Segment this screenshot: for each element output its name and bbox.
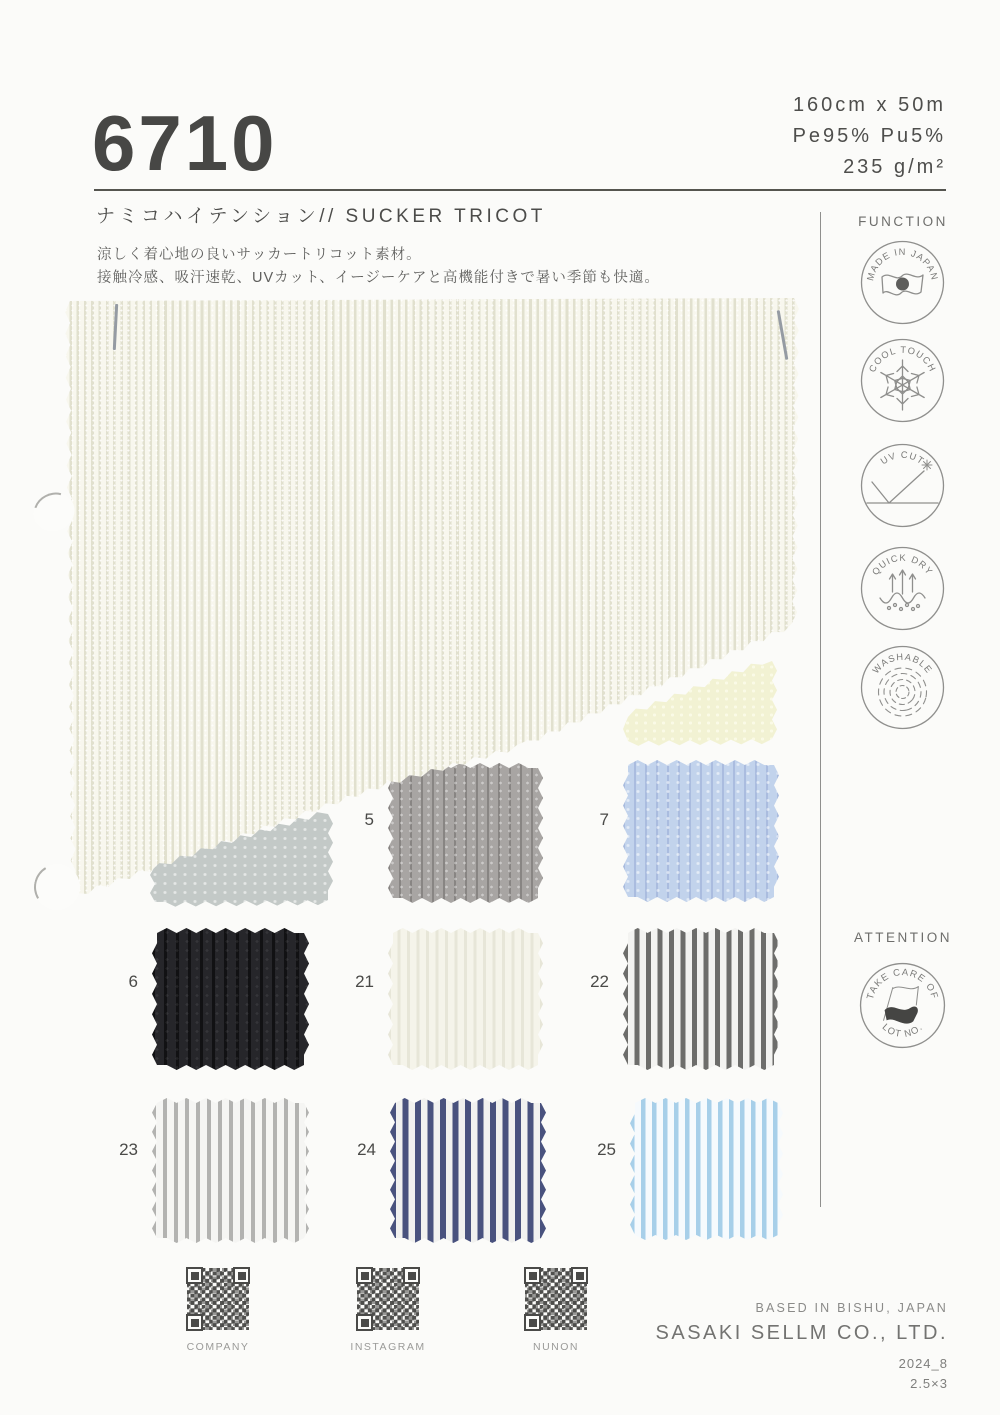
attention-title: ATTENTION [854,930,952,945]
swatch-number-7: 7 [599,810,609,829]
product-subtitle: ナミコハイテンション// SUCKER TRICOT [96,206,546,227]
vertical-divider [820,212,821,1207]
fabric-swatch-6 [152,928,309,1070]
company-name: SASAKI SELLM CO., LTD. [655,1322,948,1344]
made-in-japan-icon [860,240,945,325]
svg-text:UV CUT [879,450,927,467]
svg-text:MADE IN JAPAN [865,247,940,282]
qr-finder [233,1267,250,1284]
qr-label-nunon: NUNON [533,1341,579,1353]
swatch-number-23: 23 [119,1140,138,1159]
spec-width-length: 160cm x 50m [792,94,946,116]
svg-text:WASHABLE [871,652,935,676]
fabric-swatch-25 [630,1098,783,1240]
product-code: 6710 [92,99,278,187]
size-code: 2.5×3 [910,1376,948,1391]
uv-ray-glyph [867,471,938,503]
take-care-of-lot-no-icon [859,962,946,1049]
sun-sparkle-glyph [922,460,932,470]
evaporation-arrows-glyph [880,570,925,611]
japan-flag-dot [896,278,909,291]
snowflake-glyph [878,360,927,410]
function-title: FUNCTION [858,214,948,229]
qr-finder [186,1267,203,1284]
description-line-2: 接触冷感、吸汗速乾、UVカット、イージーケアと高機能付きで暑い季節も快適。 [97,270,660,286]
qr-finder [356,1267,373,1284]
washable-icon [860,645,945,730]
icon-arc-label: WASHABLE [870,651,935,676]
swatch-number-6: 6 [128,972,138,991]
qr-label-instagram: INSTAGRAM [350,1341,426,1353]
icon-arc-label: UV CUT [878,449,927,467]
cool-touch-icon [860,338,945,423]
fabric-swatch-21 [388,928,543,1070]
fabric-swatch-5 [388,763,543,903]
qr-finder [524,1267,541,1284]
qr-finder [356,1314,373,1331]
fabric-swatch-7 [623,760,779,902]
uv-cut-icon [860,443,945,528]
swatch-number-24: 24 [357,1140,376,1159]
quick-dry-icon [860,546,945,631]
based-in-text: BASED IN BISHU, JAPAN [755,1301,948,1315]
swatch-number-22: 22 [590,972,609,991]
qr-label-company: COMPANY [186,1341,250,1353]
swatch-number-5: 5 [364,810,374,829]
fabric-swatch-24 [390,1098,546,1243]
qr-code-nunon [525,1268,587,1330]
fabric-swatch-23 [152,1098,309,1243]
qr-code-instagram [357,1268,419,1330]
icon-arc-label: MADE IN JAPAN [865,246,940,282]
swirl-glyph [873,663,932,722]
qr-finder [571,1267,588,1284]
swatch-number-21: 21 [355,972,374,991]
header-underline [94,189,946,191]
fabric-swatch-22 [623,928,779,1070]
icon-arc-label: COOL TOUCH [867,344,938,374]
spec-weight: 235 g/m² [843,156,946,178]
icon-arc-label-top: TAKE CARE OF [864,967,941,1001]
swatch-number-25: 25 [597,1140,616,1159]
qr-code-company [187,1268,249,1330]
icon-arc-label-bottom: LOT NO. [879,1021,926,1040]
svg-text:LOT NO. [880,1022,926,1040]
icon-arc-label: QUICK DRY [870,552,935,577]
spec-composition: Pe95% Pu5% [792,125,946,147]
description-line-1: 涼しく着心地の良いサッカートリコット素材。 [97,247,422,263]
date-code: 2024_8 [898,1356,948,1371]
qr-finder [186,1314,203,1331]
fabric-lot-glyph [884,987,919,1024]
qr-finder [524,1314,541,1331]
qr-finder [403,1267,420,1284]
